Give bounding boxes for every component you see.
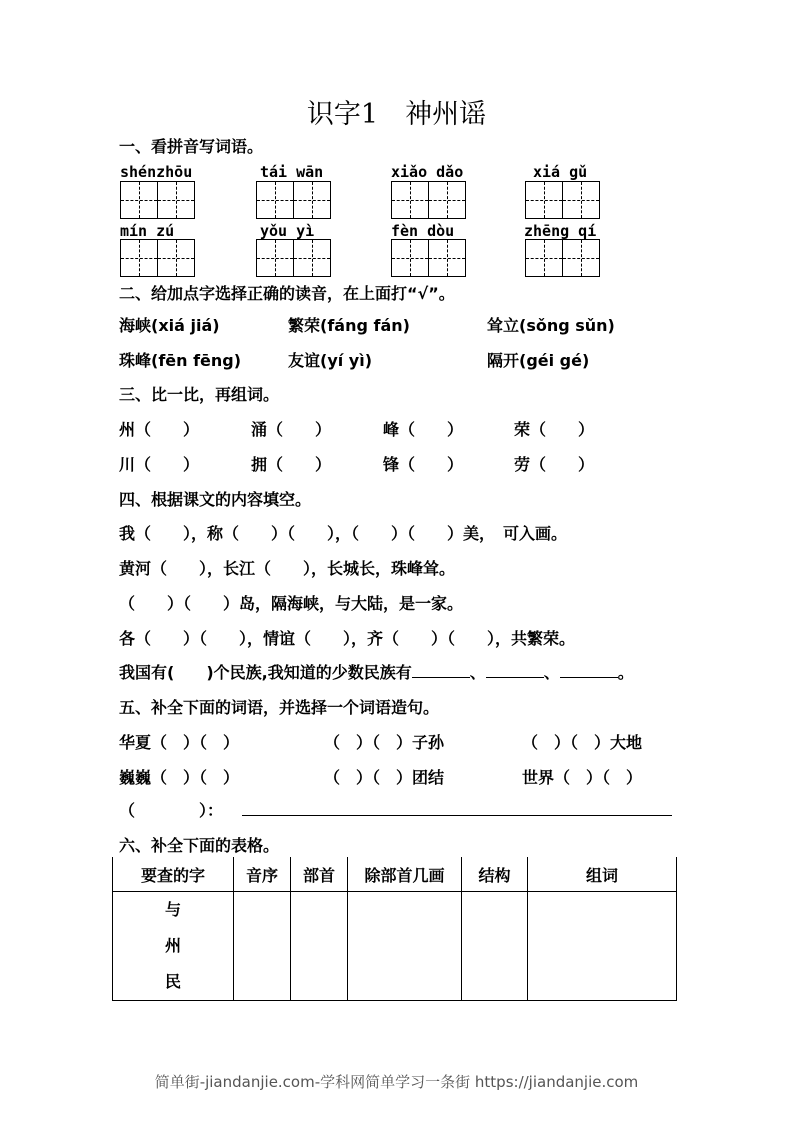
fill-line[interactable]: 黄河（ ），长江（ ），长城长，珠峰耸。 — [119, 559, 456, 578]
fill-line[interactable]: （ ）（ ）岛，隔海峡，与大陆，是一家。 — [119, 594, 464, 613]
section-5-heading: 五、补全下面的词语，并选择一个词语造句。 — [119, 698, 440, 717]
phrase-item[interactable]: 华夏（ ）（ ） — [119, 733, 240, 752]
pinyin-label: xiá gǔ — [533, 163, 588, 181]
column-header: 结构 — [462, 857, 528, 892]
sentence-prefix: （ ）： — [119, 801, 224, 820]
column-header: 除部首几画 — [348, 857, 462, 892]
section-4-heading: 四、根据课文的内容填空。 — [119, 490, 312, 509]
phrase-item[interactable]: （ ）（ ）子孙 — [324, 733, 445, 752]
phrase-item[interactable]: （ ）（ ）大地 — [522, 733, 643, 752]
query-char: 民 — [164, 972, 181, 991]
writing-grid[interactable] — [525, 181, 600, 219]
answer-cell[interactable] — [462, 892, 528, 1001]
query-char: 与 — [164, 900, 181, 919]
pinyin-label: yǒu yì — [260, 222, 315, 240]
answer-blank[interactable] — [560, 676, 618, 678]
end-mark: 。 — [617, 663, 634, 682]
fill-line[interactable]: 我（ ），称（ ）（ ），（ ）（ ）美， 可入画。 — [119, 524, 568, 543]
compare-item[interactable]: 劳（ ） — [514, 455, 595, 474]
pinyin-label: zhēng qí — [524, 222, 597, 240]
compare-item[interactable]: 荣（ ） — [514, 420, 595, 439]
footer-watermark: 简单街-jiandanjie.com-学科网简单学习一条街 https://jiandanjie.com — [154, 1073, 639, 1091]
column-header: 音序 — [234, 857, 291, 892]
section-3-heading: 三、比一比，再组词。 — [119, 385, 280, 404]
phrase-item[interactable]: 巍巍（ ）（ ） — [119, 768, 240, 787]
reading-option[interactable]: 繁荣(fáng fán) — [288, 316, 410, 335]
compare-item[interactable]: 锋（ ） — [383, 455, 464, 474]
column-header: 组词 — [528, 857, 677, 892]
writing-grid[interactable] — [525, 239, 600, 277]
reading-option[interactable]: 海峡(xiá jiá) — [119, 316, 220, 335]
answer-cell[interactable] — [348, 892, 462, 1001]
dictionary-table — [112, 857, 677, 1001]
answer-blank[interactable] — [412, 676, 470, 678]
compare-item[interactable]: 州（ ） — [119, 420, 200, 439]
section-1-heading: 一、看拼音写词语。 — [119, 137, 264, 156]
pinyin-label: shénzhōu — [120, 163, 193, 181]
reading-option[interactable]: 友谊(yí yì) — [288, 351, 373, 370]
answer-cell[interactable] — [234, 892, 291, 1001]
phrase-item[interactable]: （ ）（ ）团结 — [324, 768, 445, 787]
fill-line-ethnic[interactable] — [119, 660, 634, 683]
page-title: 识字1 神州谣 — [306, 99, 487, 130]
writing-grid[interactable] — [256, 181, 331, 219]
reading-option[interactable]: 耸立(sǒng sǔn) — [487, 316, 615, 335]
writing-grid[interactable] — [391, 239, 466, 277]
pinyin-label: tái wān — [260, 163, 324, 181]
query-chars-cell — [113, 892, 234, 1001]
separator: 、 — [469, 663, 486, 682]
writing-grid[interactable] — [120, 239, 195, 277]
pinyin-label: mín zú — [120, 222, 175, 240]
answer-blank[interactable] — [486, 676, 544, 678]
compare-item[interactable]: 涌（ ） — [251, 420, 332, 439]
compare-item[interactable]: 拥（ ） — [251, 455, 332, 474]
column-header: 部首 — [291, 857, 348, 892]
writing-grid[interactable] — [256, 239, 331, 277]
section-6-heading: 六、补全下面的表格。 — [119, 836, 280, 855]
fill-line[interactable]: 各（ ）（ ），情谊（ ），齐（ ）（ ），共繁荣。 — [119, 629, 576, 648]
column-header: 要查的字 — [113, 857, 234, 892]
compare-item[interactable]: 川（ ） — [119, 455, 200, 474]
writing-grid[interactable] — [391, 181, 466, 219]
answer-cell[interactable] — [528, 892, 677, 1001]
query-char: 州 — [164, 936, 181, 955]
phrase-item[interactable]: 世界（ ）（ ） — [522, 768, 643, 787]
fill-text: 我国有( )个民族,我知道的少数民族有 — [119, 663, 412, 682]
section-2-heading: 二、给加点字选择正确的读音，在上面打“√”。 — [119, 284, 455, 303]
pinyin-label: xiǎo dǎo — [391, 163, 464, 181]
compare-item[interactable]: 峰（ ） — [383, 420, 464, 439]
reading-option[interactable]: 隔开(géi gé) — [487, 351, 590, 370]
answer-cell[interactable] — [291, 892, 348, 1001]
separator: 、 — [543, 663, 560, 682]
sentence-answer-line[interactable] — [242, 815, 672, 816]
pinyin-label: fèn dòu — [391, 222, 455, 240]
reading-option[interactable]: 珠峰(fēn fēng) — [119, 351, 242, 370]
writing-grid[interactable] — [120, 181, 195, 219]
